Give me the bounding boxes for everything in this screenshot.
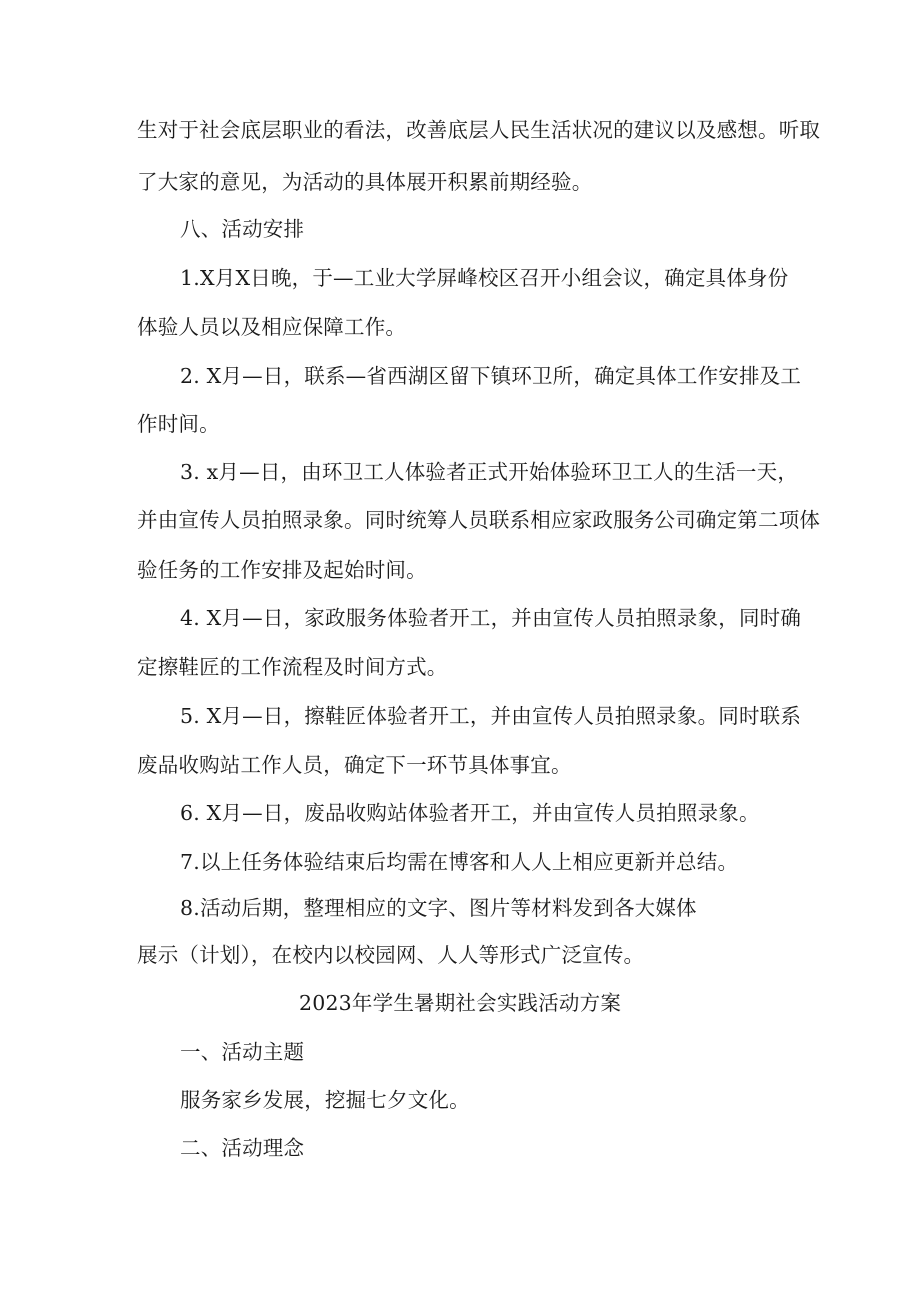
list-item: 8.活动后期，整理相应的文字、图片等材料发到各大媒体 [180,896,697,920]
list-item-continuation: 定擦鞋匠的工作流程及时间方式。 [137,655,448,679]
list-item: 1.X月X日晚，于—工业大学屏峰校区召开小组会议，确定具体身份 [180,266,789,290]
paragraph-line: 服务家乡发展，挖掘七夕文化。 [180,1088,470,1112]
list-item-continuation: 验任务的工作安排及起始时间。 [137,558,427,582]
list-item: 3. x月—日，由环卫工人体验者正式开始体验环卫工人的生活一天， [180,460,799,484]
list-item: 5. X月—日，擦鞋匠体验者开工，并由宣传人员拍照录象。同时联系 [180,704,802,728]
list-item: 4. X月—日，家政服务体验者开工，并由宣传人员拍照录象，同时确 [180,606,802,630]
list-item-continuation: 废品收购站工作人员，确定下一环节具体事宜。 [137,753,572,777]
section-heading: 八、活动安排 [180,217,305,241]
list-item: 6. X月—日，废品收购站体验者开工，并由宣传人员拍照录象。 [180,801,760,825]
list-item-continuation: 并由宣传人员拍照录象。同时统筹人员联系相应家政服务公司确定第二项体 [137,508,821,532]
section-heading: 一、活动主题 [180,1040,305,1064]
section-heading: 二、活动理念 [180,1136,305,1160]
list-item: 2. X月—日，联系—省西湖区留下镇环卫所，确定具体工作安排及工 [180,364,802,388]
paragraph-line: 了大家的意见，为活动的具体展开积累前期经验。 [137,170,593,194]
document-title: 2023年学生暑期社会实践活动方案 [298,991,622,1015]
paragraph-line: 生对于社会底层职业的看法，改善底层人民生活状况的建议以及感想。听取 [137,118,821,142]
list-item: 7.以上任务体验结束后均需在博客和人人上相应更新并总结。 [180,850,739,874]
list-item-continuation: 作时间。 [137,412,220,436]
list-item-continuation: 体验人员以及相应保障工作。 [137,315,407,339]
list-item-continuation: 展示（计划），在校内以校园网、人人等形式广泛宣传。 [137,943,645,967]
